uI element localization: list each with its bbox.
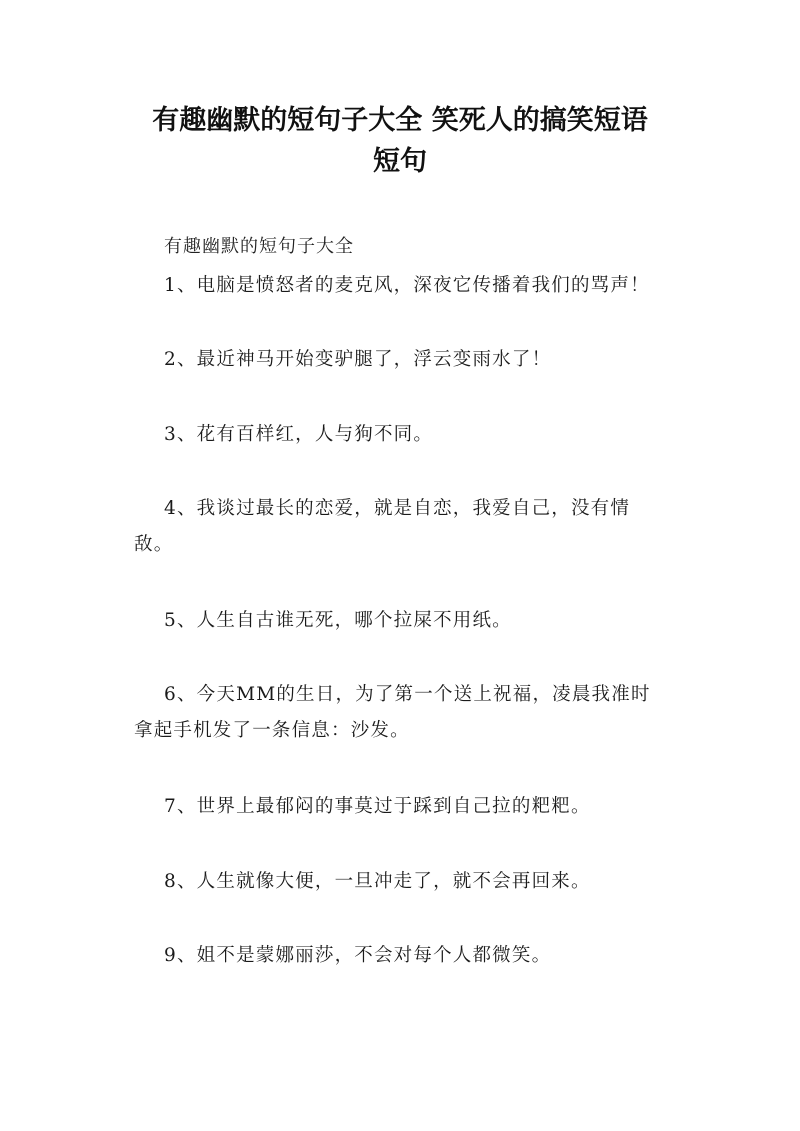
list-item-text: 6、今天MM的生日，为了第一个送上祝福，凌晨我准时: [164, 684, 651, 705]
list-item: [134, 789, 694, 825]
list-item-text-continuation: 敌。: [134, 534, 174, 555]
list-item: [134, 491, 694, 563]
list-item-text: 1、电脑是愤怒者的麦克风，深夜它传播着我们的骂声！: [164, 275, 650, 296]
list-item-text: 5、人生自古谁无死，哪个拉屎不用纸。: [164, 610, 512, 631]
page-title-line-1: 有趣幽默的短句子大全 笑死人的搞笑短语: [152, 105, 648, 136]
list-item: [134, 342, 694, 378]
list-item: [134, 603, 694, 639]
list-item: [134, 864, 694, 900]
page-title-line-2: 短句: [373, 146, 427, 177]
list-item-text: 4、我谈过最长的恋爱，就是自恋，我爱自己，没有情: [164, 498, 631, 519]
list-item-text: 2、最近神马开始变驴腿了，浮云变雨水了！: [164, 349, 552, 370]
list-item: [134, 677, 694, 749]
list-item: [134, 268, 694, 304]
list-item-text: 9、姐不是蒙娜丽莎，不会对每个人都微笑。: [164, 945, 552, 966]
section-subheading: 有趣幽默的短句子大全: [164, 236, 354, 257]
list-item-text: 3、花有百样红，人与狗不同。: [164, 424, 434, 445]
list-item-text: 7、世界上最郁闷的事莫过于踩到自己拉的粑粑。: [164, 796, 591, 817]
list-item: [134, 417, 694, 453]
list-item-text: 8、人生就像大便，一旦冲走了，就不会再回来。: [164, 871, 591, 892]
list-item: [134, 938, 694, 974]
list-item-text-continuation: 拿起手机发了一条信息：沙发。: [134, 720, 410, 741]
